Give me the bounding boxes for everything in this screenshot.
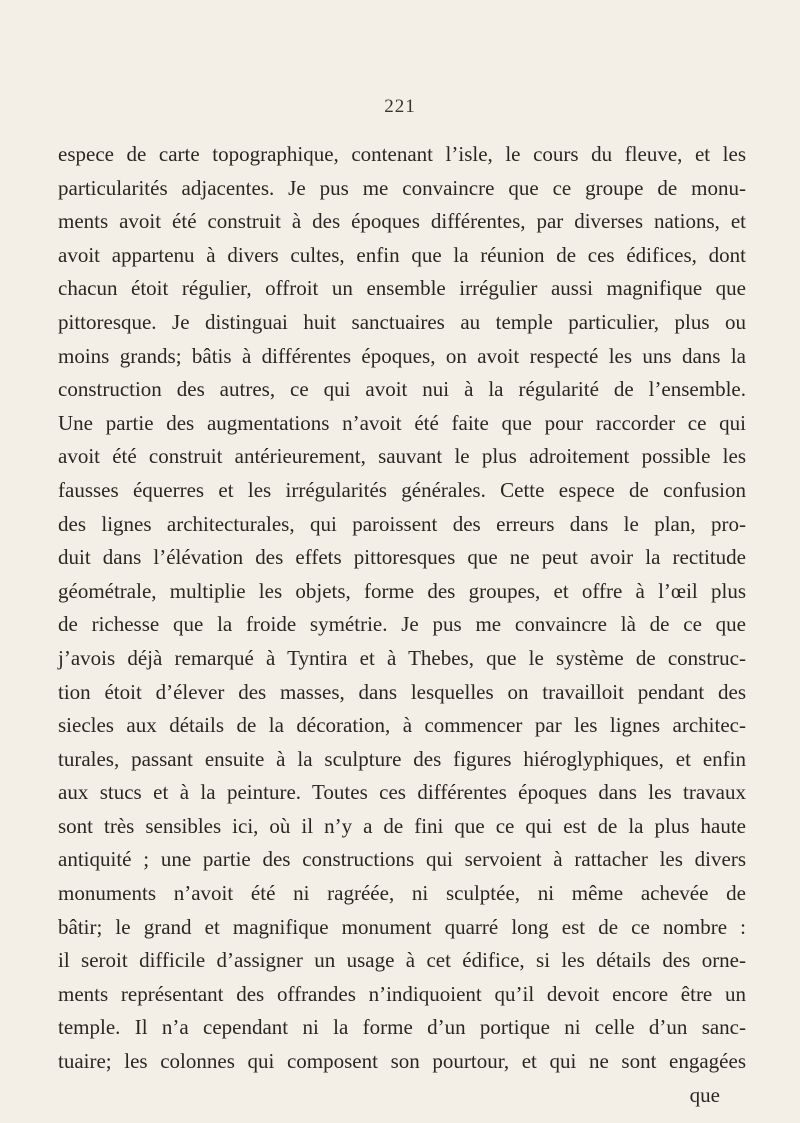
text-line: pittoresque. Je distinguai huit sanctuaires au temple particulier, plus ou (58, 309, 746, 334)
text-line: particularités adjacentes. Je pus me convaincre que ce groupe de monu- (58, 175, 746, 200)
text-line: fausses équerres et les irrégularités générales. Cette espece de confusion (58, 477, 746, 502)
text-line: antiquité ; une partie des constructions qui servoient à rattacher les divers (58, 847, 746, 872)
text-line: avoit été construit antérieurement, sauvant le plus adroitement possible les (58, 444, 746, 469)
text-line: tion étoit d’élever des masses, dans lesquelles on travailloit pendant des (58, 679, 746, 704)
text-line: j’avois déjà remarqué à Tyntira et à Thebes, que le système de construc- (58, 645, 746, 670)
catchword: que (689, 1082, 720, 1107)
text-line: sont très sensibles ici, où il n’y a de fini que ce qui est de la plus haute (58, 813, 746, 838)
text-line: chacun étoit régulier, offroit un ensemble irrégulier aussi magnifique que (58, 276, 746, 301)
text-line: des lignes architecturales, qui paroissent des erreurs dans le plan, pro- (58, 511, 746, 536)
text-line: construction des autres, ce qui avoit nui à la régularité de l’ensemble. (58, 377, 746, 402)
text-line: siecles aux détails de la décoration, à commencer par les lignes architec- (58, 713, 746, 738)
text-line: Une partie des augmentations n’avoit été faite que pour raccorder ce qui (58, 410, 746, 435)
text-line: moins grands; bâtis à différentes époques, on avoit respecté les uns dans la (58, 343, 746, 368)
text-line: de richesse que la froide symétrie. Je pus me convaincre là de ce que (58, 612, 746, 637)
text-line: espece de carte topographique, contenant l’isle, le cours du fleuve, et les (58, 142, 746, 166)
text-line: turales, passant ensuite à la sculpture des figures hiéroglyphiques, et enfin (58, 746, 746, 771)
text-line: temple. Il n’a cependant ni la forme d’un portique ni celle d’un sanc- (58, 1015, 746, 1040)
text-line: ments représentant des offrandes n’indiquoient qu’il devoit encore être un (58, 981, 746, 1006)
text-line: géométrale, multiplie les objets, forme des groupes, et offre à l’œil plus (58, 578, 746, 603)
page-number: 221 (384, 96, 416, 117)
text-line: duit dans l’élévation des effets pittoresques que ne peut avoir la rectitude (58, 545, 746, 570)
body-text (58, 138, 746, 1112)
text-line: tuaire; les colonnes qui composent son pourtour, et qui ne sont engagées (58, 1049, 746, 1074)
text-line: monuments n’avoit été ni ragréée, ni sculptée, ni même achevée de (58, 881, 746, 906)
text-line: aux stucs et à la peinture. Toutes ces différentes époques dans les travaux (58, 780, 746, 805)
text-line: avoit appartenu à divers cultes, enfin que la réunion de ces édifices, dont (58, 242, 746, 267)
text-line: bâtir; le grand et magnifique monument quarré long est de ce nombre : (58, 914, 746, 939)
text-line: ments avoit été construit à des époques différentes, par diverses nations, et (58, 209, 746, 234)
text-line: il seroit difficile d’assigner un usage à cet édifice, si les détails des orne- (58, 948, 746, 973)
